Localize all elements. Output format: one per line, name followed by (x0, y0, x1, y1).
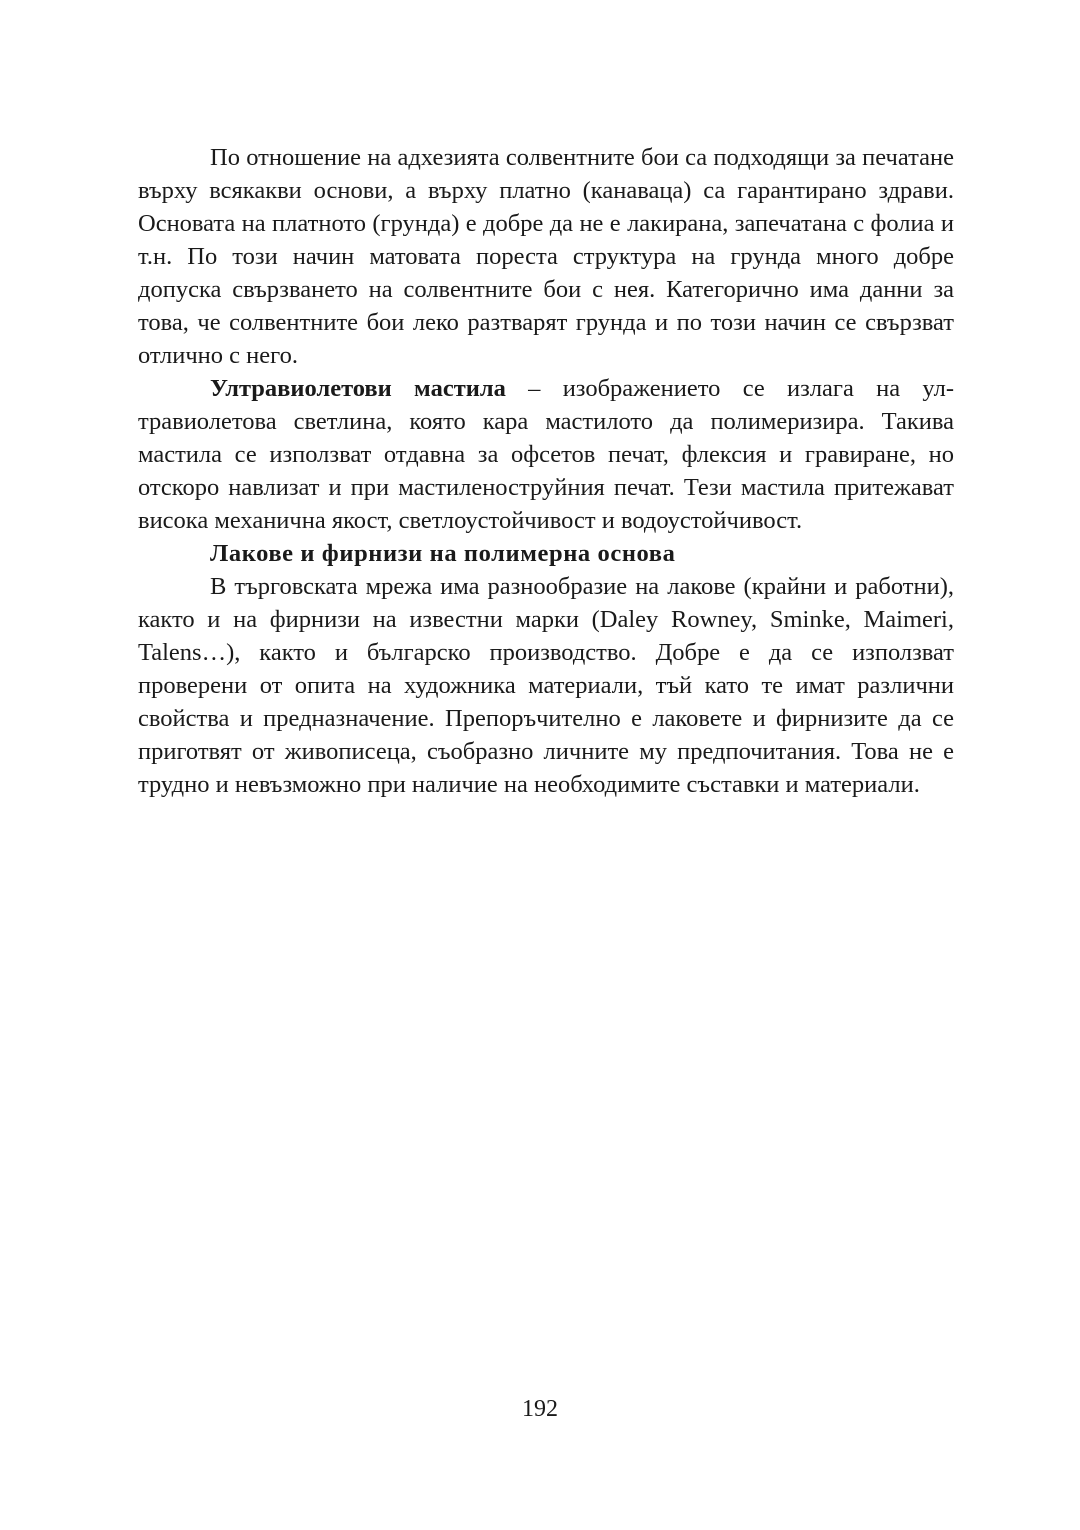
page-number: 192 (522, 1396, 558, 1422)
paragraph-varnishes: В търговската мрежа има разнообразие на лакове (крайни и работни), както и на фирнизи на известни марки (Daley Rowney, Sminke, Maimeri, Talens…), както и българско производство. Добре е да се използват проверени от опита на художника материали, тъй като те имат различни свойства и предназначение. Препоръчително е лаковете и фирнизите да се приготвят от живописеца, съобразно личните му предпочитания. Това не е трудно и невъзможно при наличие на необходимите съставки и материали. (138, 573, 954, 798)
paragraph-adhesion: По отношение на адхезията солвентните бои са подходящи за печатане върху всякакви основи, а върху платно (канаваца) са гарантирано здрави. Основата на платното (грунда) е добре да не е лакирана, запечатана с фолиа и т.н. По този начин матовата пореста структура на грунда много добре допуска свързването на солвентните бои с нея. Категорично има данни за това, че солвентните бои леко разтварят грунда и по този начин се свързват отлично с него. (138, 144, 954, 369)
body-text (138, 141, 954, 801)
paragraph-uv-inks (138, 372, 954, 537)
paragraph-uv-inks-text: – изображението се излага на ултравиолетова светлина, която кара мастилото да полимеризира. Такива мастила се използват отдавна за офсетов печат, флексия и гравиране, но отскоро навлизат и при мастиленоструйния печат. Тези мастила притежават висока механична якост, светлоустойчивост и водоустойчивост. (138, 375, 954, 534)
section-heading: Лакове и фирнизи на полимерна основа (210, 540, 676, 567)
term-uv-inks: Ултравиолетови мастила (210, 375, 506, 402)
